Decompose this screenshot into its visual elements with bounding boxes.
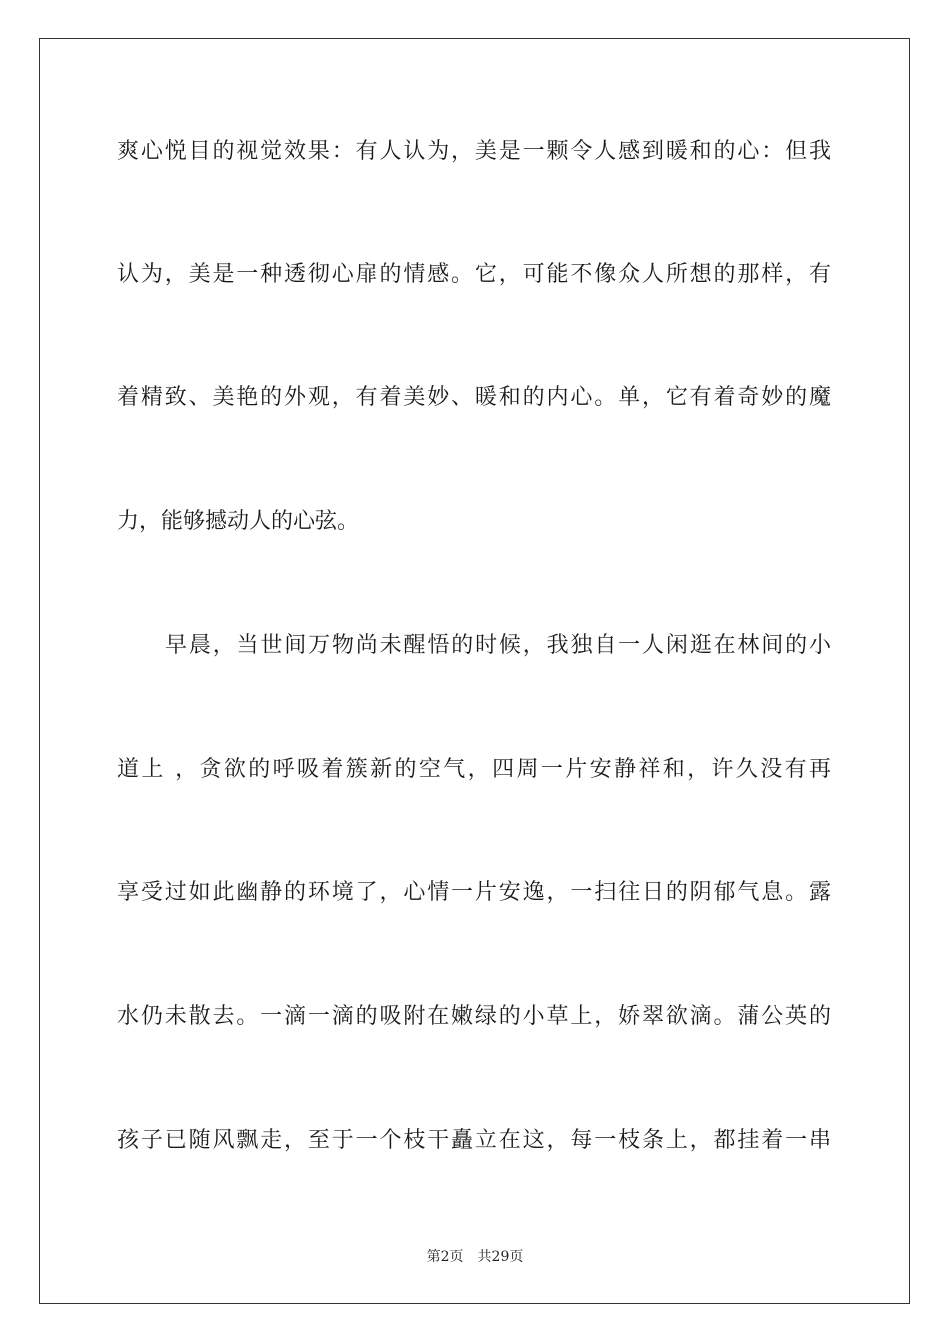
text-line-4: 力，能够撼动人的心弦。 — [117, 509, 360, 534]
text-line-5: 早晨，当世间万物尚未醒悟的时候，我独自一人闲逛在林间的小 — [165, 633, 831, 658]
text-line-6: 道上 ，贪欲的呼吸着簇新的空气，四周一片安静祥和，许久没有再 — [117, 757, 831, 782]
page-footer — [0, 1248, 950, 1266]
text-line-3: 着精致、美艳的外观，有着美妙、暖和的内心。单，它有着奇妙的魔 — [117, 385, 831, 410]
text-line-9: 孩子已随风飘走，至于一个枝干矗立在这，每一枝条上，都挂着一串 — [117, 1128, 831, 1153]
total-pages: 共29页 — [477, 1249, 524, 1265]
text-line-2: 认为，美是一种透彻心扉的情感。它，可能不像众人所想的那样，有 — [117, 262, 831, 287]
page-number: 第2页 — [426, 1249, 464, 1265]
text-line-1: 爽心悦目的视觉效果：有人认为，美是一颗令人感到暖和的心：但我 — [117, 139, 831, 164]
text-line-7: 享受过如此幽静的环境了，心情一片安逸，一扫往日的阴郁气息。露 — [117, 880, 831, 905]
text-line-8: 水仍未散去。一滴一滴的吸附在嫩绿的小草上，娇翠欲滴。蒲公英的 — [117, 1004, 831, 1029]
page-border — [39, 38, 910, 1304]
